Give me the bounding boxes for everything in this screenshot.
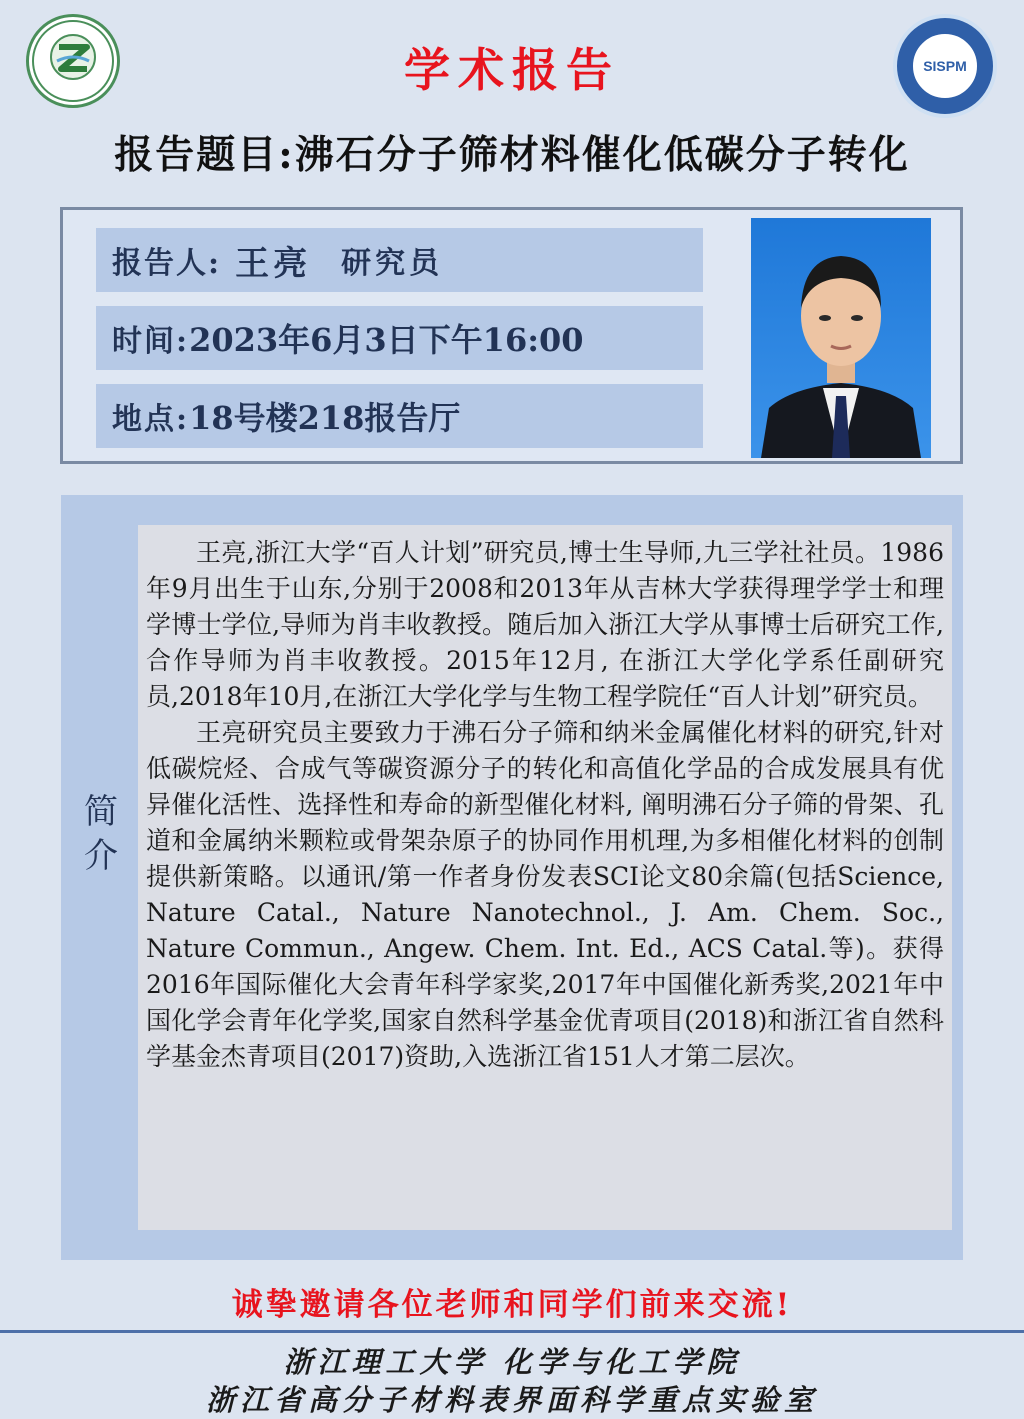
time-label: 时间:	[112, 324, 190, 359]
speaker-name: 王亮	[235, 243, 312, 284]
lab-logo-text: SISPM	[923, 58, 967, 74]
speaker-row	[96, 228, 703, 292]
intro-text	[138, 525, 952, 1230]
page-title: 学术报告	[404, 43, 620, 97]
speaker-label: 报告人:	[112, 246, 222, 281]
time-value: 2023年6月3日下午16:00	[189, 321, 584, 359]
speaker-portrait-icon	[751, 218, 931, 458]
place-label: 地点:	[112, 402, 190, 437]
footer-organizer-1: 浙江理工大学 化学与化工学院	[283, 1345, 741, 1379]
intro-paragraph-2: 王亮研究员主要致力于沸石分子筛和纳米金属催化材料的研究,针对低碳烷烃、合成气等碳资源分子的转化和高值化学品的合成发展具有优异催化活性、选择性和寿命的新型催化材料, 阐明沸石分子筛的骨架、孔道和金属纳米颗粒或骨架杂原子的协同作用机理,为多相催化材料的创制提供新策略。以通讯/第一作者身份发表SCI论文80余篇(包括Science, Nature Catal., Nature Nanotechnol., J. Am. Chem. Soc., Nature Commun., Angew. Chem. Int. Ed., ACS Catal.等)。获得2016年国际催化大会青年科学家奖,2017年中国催化新秀奖,2021年中国化学会青年化学奖,国家自然科学基金优青项目(2018)和浙江省自然科学基金杰青项目(2017)资助,入选浙江省151人才第二层次。	[146, 718, 944, 1071]
invitation-text: 诚挚邀请各位老师和同学们前来交流!	[231, 1287, 793, 1323]
place-value: 18号楼218报告厅	[189, 399, 461, 437]
intro-panel	[61, 495, 963, 1260]
speaker-photo	[751, 218, 931, 458]
speaker-title: 研究员	[341, 246, 444, 281]
report-topic: 报告题目:沸石分子筛材料催化低碳分子转化	[114, 132, 910, 178]
info-panel	[60, 207, 963, 464]
time-row	[96, 306, 703, 370]
footer-organizer-2: 浙江省高分子材料表界面科学重点实验室	[205, 1383, 818, 1417]
footer-divider	[0, 1330, 1024, 1333]
intro-paragraph-1: 王亮,浙江大学“百人计划”研究员,博士生导师,九三学社社员。1986年9月出生于山东,分别于2008和2013年从吉林大学获得理学学士和理学博士学位,导师为肖丰收教授。随后加入浙江大学从事博士后研究工作,合作导师为肖丰收教授。2015年12月, 在浙江大学化学系任副研究员,2018年10月,在浙江大学化学与生物工程学院任“百人计划”研究员。	[146, 538, 944, 711]
place-row	[96, 384, 703, 448]
intro-label: 简介	[84, 792, 118, 876]
